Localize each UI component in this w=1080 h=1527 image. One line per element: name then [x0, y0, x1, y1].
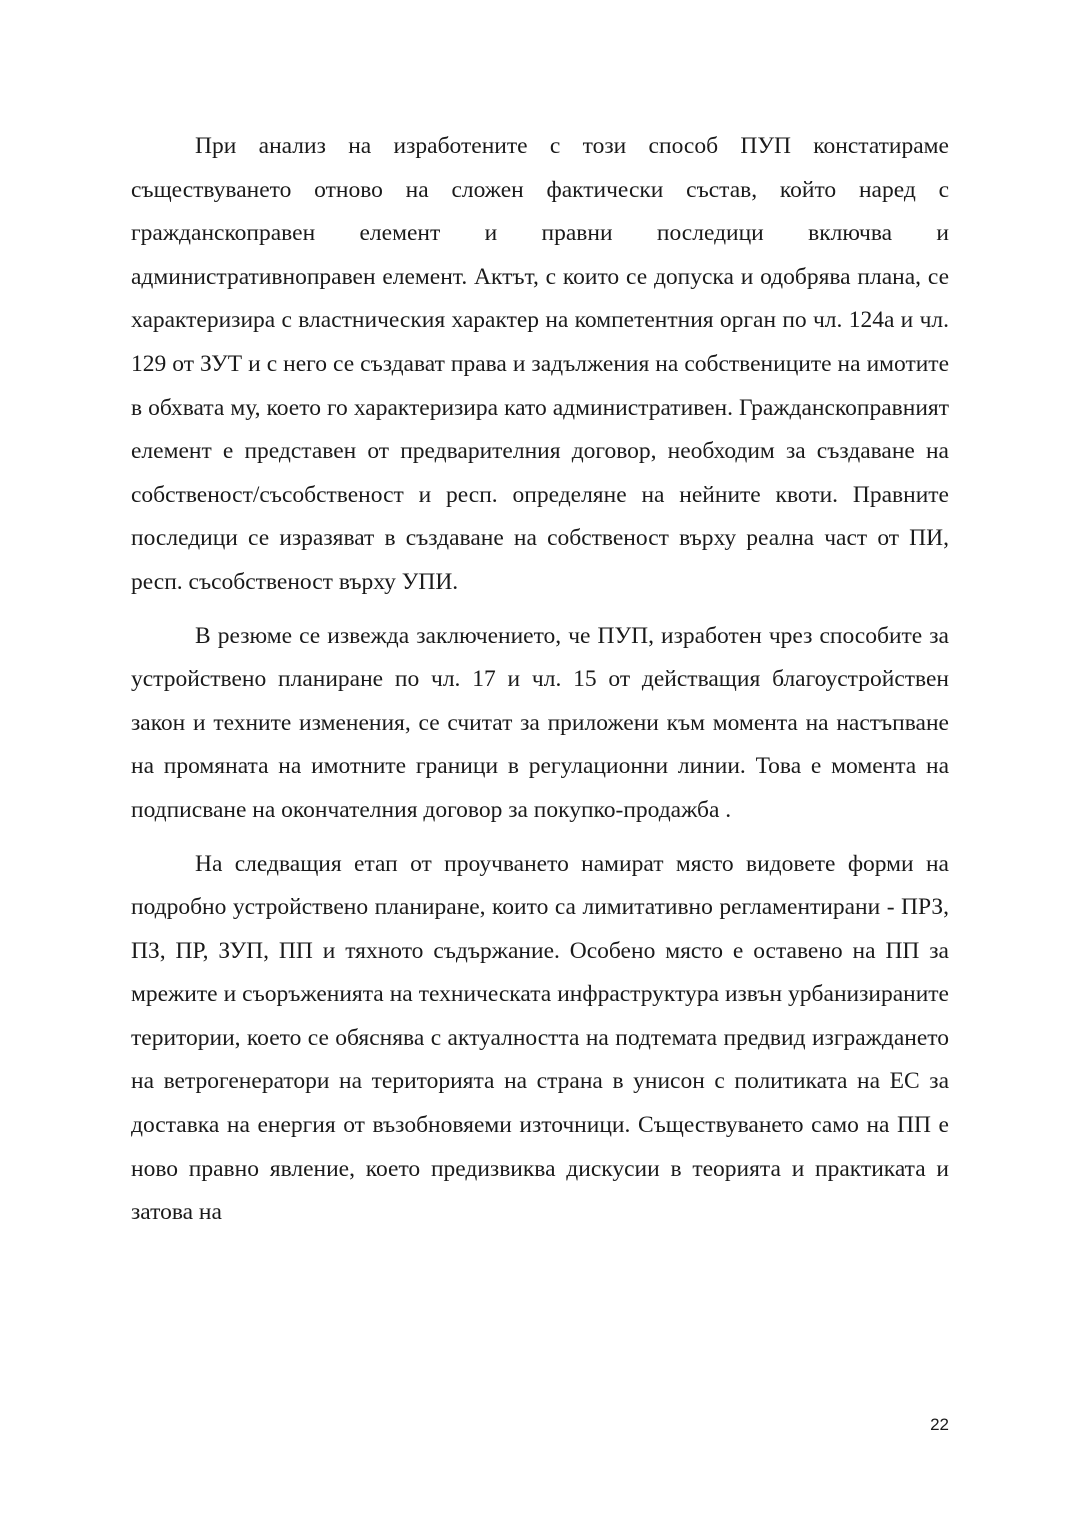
page-number: 22: [930, 1415, 949, 1434]
paragraph-2: В резюме се извежда заключението, че ПУП, изработен чрез способите за устройствено планиране по чл. 17 и чл. 15 от действащия благоустройствен закон и техните изменения, се считат за приложени към момента на настъпване на промяната на имотните граници в регулационни линии. Това е момента на подписване на окончателния договор за покупко-продажба .: [131, 622, 949, 823]
paragraph-3: На следващия етап от проучването намират място видовете форми на подробно устройствено планиране, които са лимитативно регламентирани - ПРЗ, ПЗ, ПР, ЗУП, ПП и тяхното съдържание. Особено място е оставено на ПП за мрежите и съоръженията на техническата инфраструктура извън урбанизираните територии, което се обяснява с актуалността на подтемата предвид изграждането на ветрогенератори на територията на страна в унисон с политиката на ЕС за доставка на енергия от възобновяеми източници. Съществуването само на ПП е ново правно явление, което предизвиква дискусии в теорията и практиката и затова на: [131, 850, 949, 1226]
body-text: [131, 125, 949, 1245]
paragraph-1: При анализ на изработените с този способ ПУП констатираме съществуването отново на сложен фактически състав, който наред с гражданскоправен елемент и правни последици включва и административноправен елемент. Актът, с които се допуска и одобрява плана, се характеризира с властническия характер на компетентния орган по чл. 124а и чл. 129 от ЗУТ и с него се създават права и задължения на собствениците на имотите в обхвата му, което го характеризира като административен. Гражданскоправният елемент е представен от предварителния договор, необходим за създаване на собственост/съсобственост и респ. определяне на нейните квоти. Правните последици се изразяват в създаване на собственост върху реална част от ПИ, респ. съсобственост върху УПИ.: [131, 133, 949, 595]
